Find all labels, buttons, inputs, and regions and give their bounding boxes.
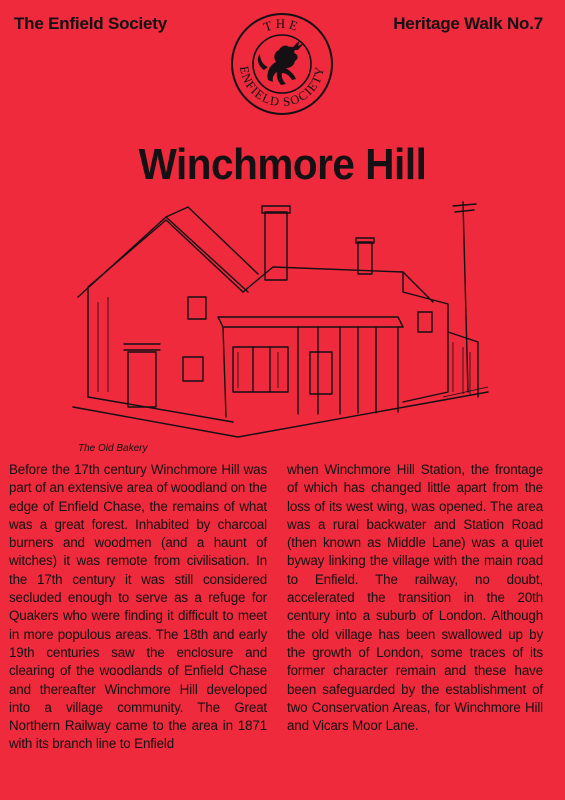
old-bakery-sketch-icon <box>58 192 498 447</box>
emblem-text-bottom: ENFIELD SOCIETY <box>236 64 328 110</box>
body-column-left: Before the 17th century Winchmore Hill was part of an extensive area of woodland on the edge of Enfield Chase, the remains of what was a great forest. Inhabited by charcoal burners and woodmen (and a haunt of witches) it was remote from civilisation. In the 17th century it was still considered secluded enough to serve as a refuge for Quakers who were finding it difficult to meet in more populous areas. The 18th and early 19th centuries saw the enclosure and clearing of the woodlands of Enfield Chase and thereafter Winchmore Hill developed into a village community. The Great Northern Railway came to the area in 1871 with its branch line to Enfield <box>9 462 267 752</box>
emblem-text-top: THE <box>261 16 303 35</box>
society-name: The Enfield Society <box>14 14 168 33</box>
illustration-caption: The Old Bakery <box>78 443 148 454</box>
body-column-right: when Winchmore Hill Station, the frontage of which has changed little apart from the loss of its west wing, was opened. The area was a rural backwater and Station Road (then known as Middle Lane) was a quiet byway linking the village with the main road to Enfield. The railway, no doubt, accelerated the transition in the 20th century into a suburb of London. Although the old village has been swallowed up by the growth of London, some traces of its former character remain and these have been safeguarded by the establishment of two Conservation Areas, for Winchmore Hill and Vicars Moor Lane. <box>287 462 543 734</box>
svg-text:THE <box>262 16 303 34</box>
enfield-society-emblem-icon <box>228 10 336 118</box>
walk-number: Heritage Walk No.7 <box>393 14 543 33</box>
page-title: Winchmore Hill <box>138 140 427 189</box>
